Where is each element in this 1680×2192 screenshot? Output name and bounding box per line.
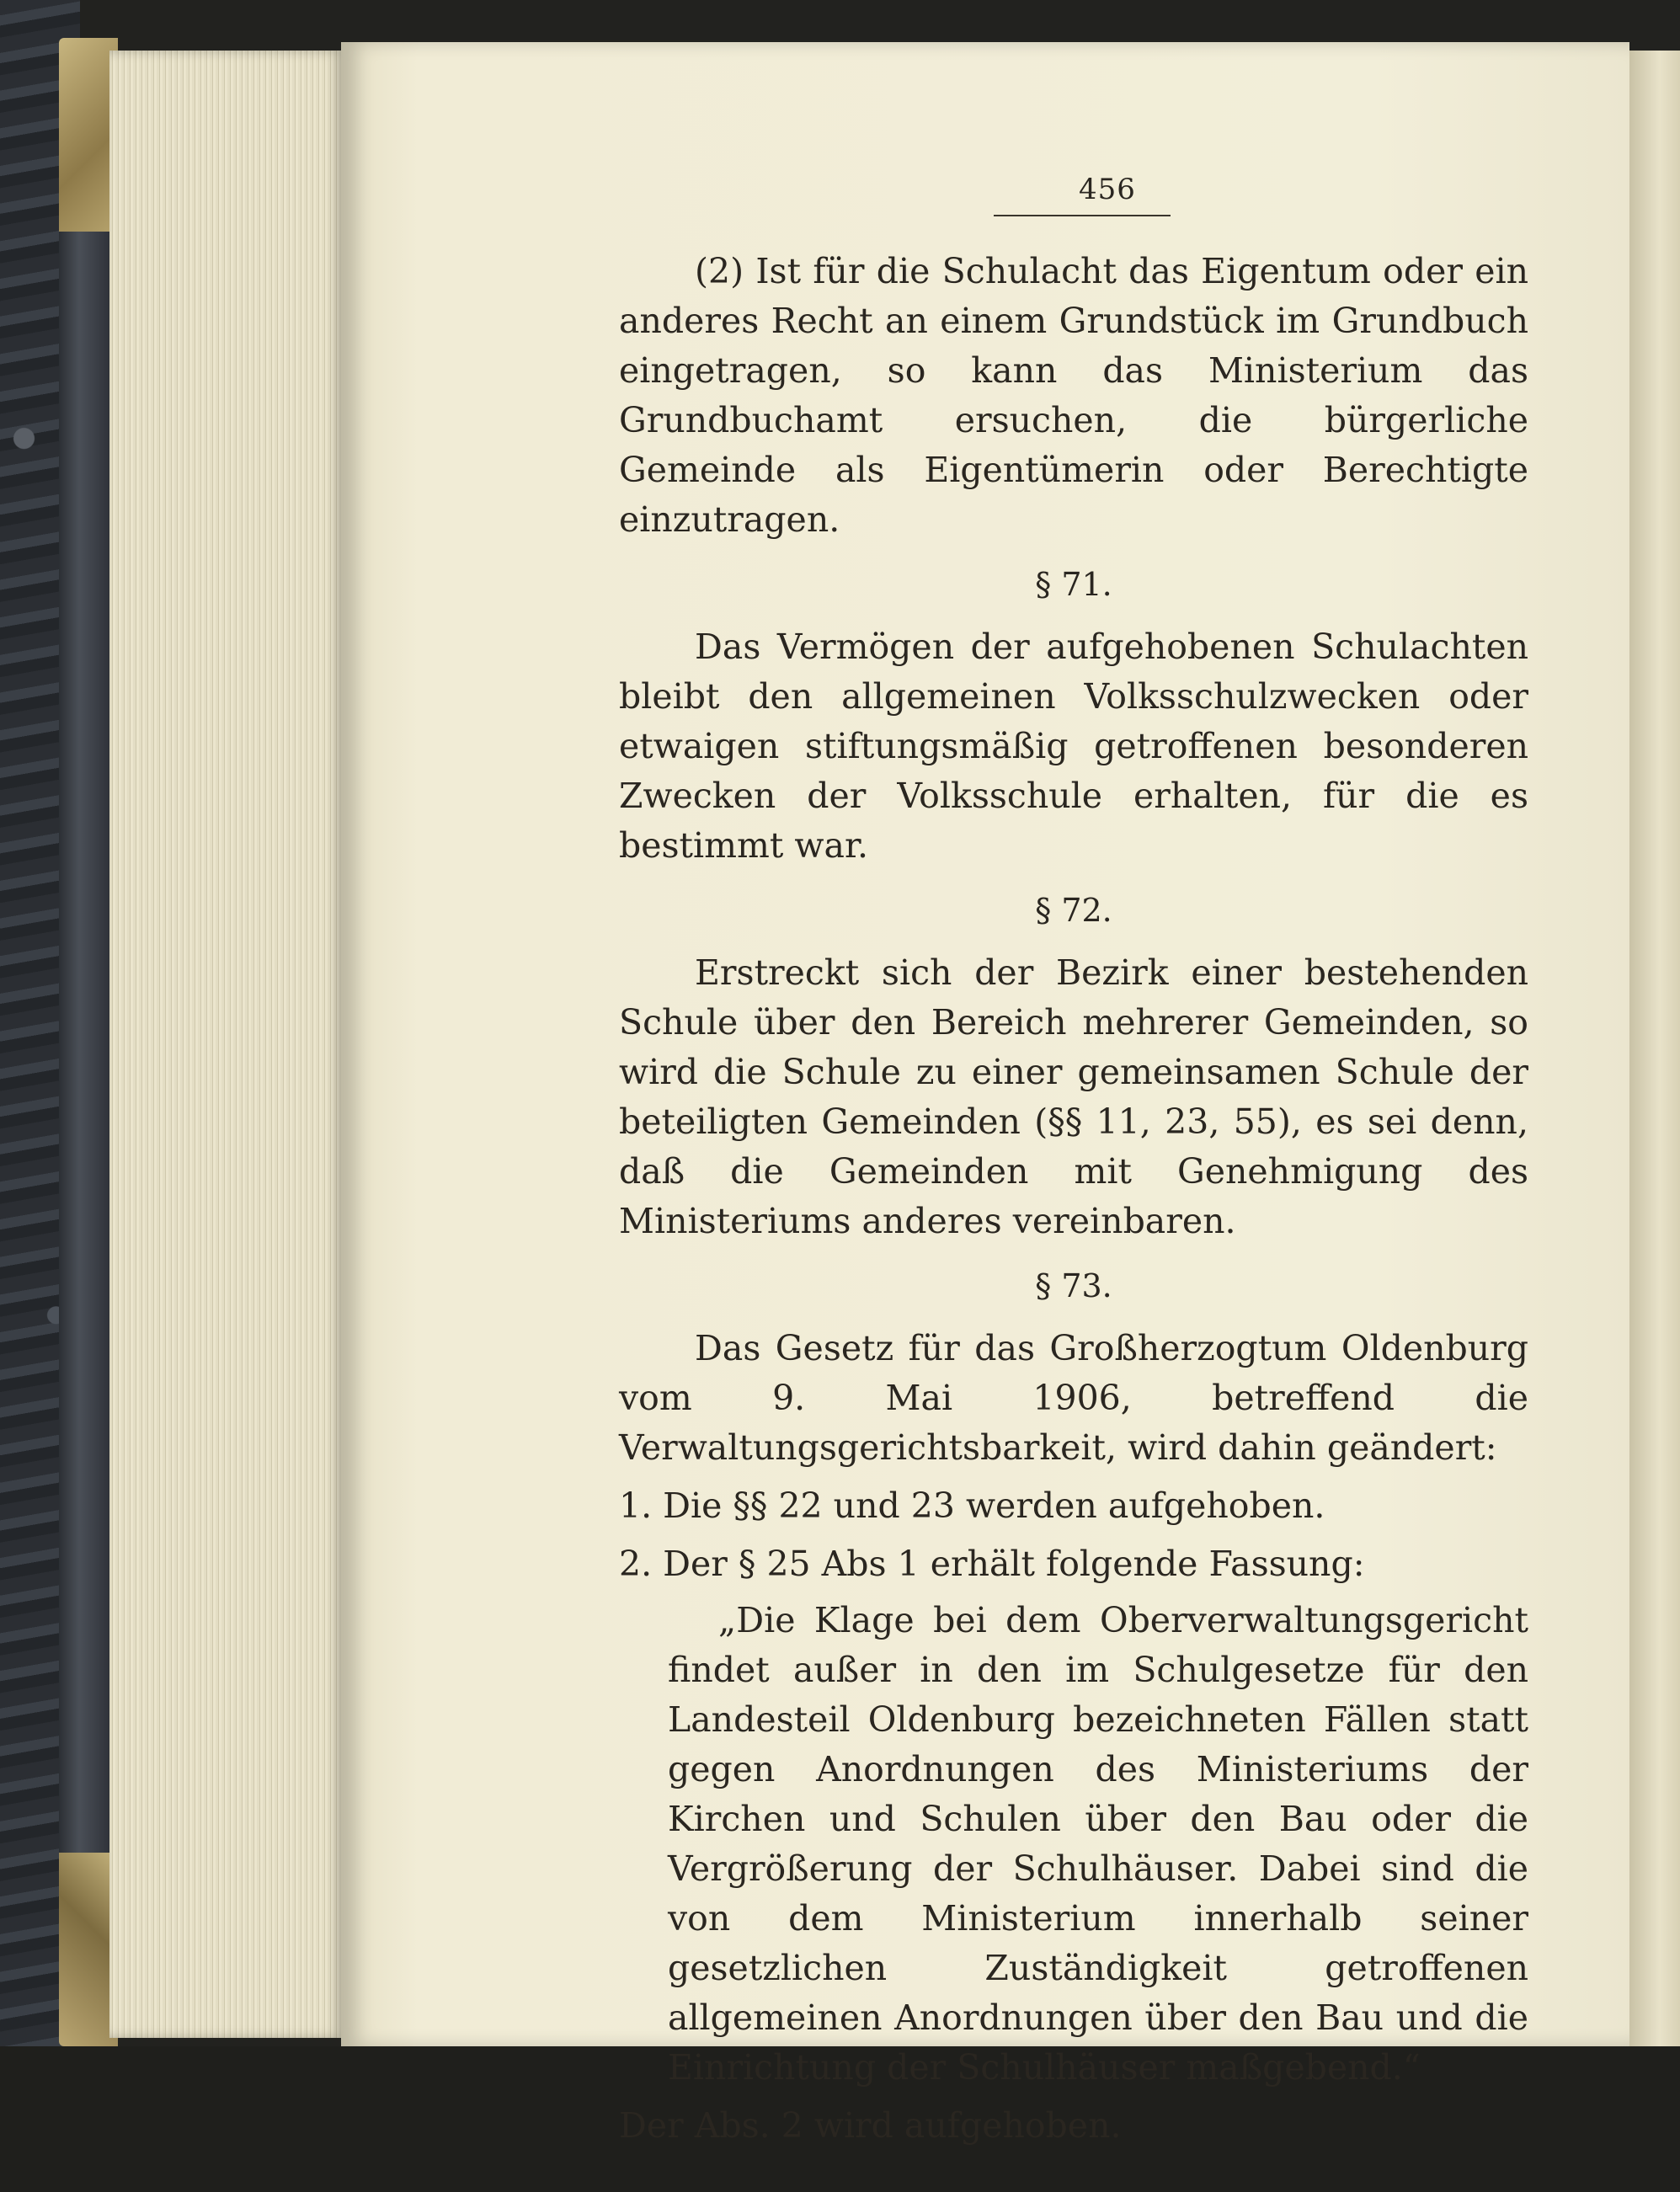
page-stack-edge bbox=[109, 51, 345, 2038]
section-heading-73: § 73. bbox=[1035, 1267, 1112, 1304]
paragraph-70-2: (2) Ist für die Schulacht das Eigentum oder ein anderes Recht an einem Grundstück im Grundbuch eingetragen, so kann das Ministerium das Grundbuchamt ersuchen, die bürgerliche Gemeinde als Eigentümerin oder Berechtigte einzutragen. bbox=[619, 251, 1528, 540]
paragraph-73: Das Gesetz für das Großherzogtum Oldenburg vom 9. Mai 1906, betreffend die Verwaltungsgerichtsbarkeit, wird dahin geändert: bbox=[619, 1328, 1528, 1468]
section-heading-71: § 71. bbox=[1035, 566, 1112, 603]
paragraph-72: Erstreckt sich der Bezirk einer bestehenden Schule über den Bereich mehrerer Gemeinden, so wird die Schule zu einer gemeinsamen Schule der beteiligten Gemeinden (§§ 11, 23, 55), es sei denn, daß die Gemeinden mit Genehmigung des Ministeriums anderes vereinbaren. bbox=[619, 952, 1528, 1241]
next-page-edge bbox=[1629, 51, 1680, 2046]
list-item-1: 1. Die §§ 22 und 23 werden aufgehoben. bbox=[619, 1485, 1325, 1526]
section-heading-72: § 72. bbox=[1035, 892, 1112, 929]
cover-board bbox=[59, 42, 109, 2038]
page-number: 456 bbox=[1079, 173, 1136, 206]
list-item-2: 2. Der § 25 Abs 1 erhält folgende Fassung: bbox=[619, 1544, 1365, 1584]
paragraph-71: Das Vermögen der aufgehobenen Schulachten bleibt den allgemeinen Volksschulzwecken oder etwaigen stiftungsmäßig getroffenen besonderen Zwecken der Volksschule erhalten, für die es bestimmt war. bbox=[619, 627, 1528, 866]
quoted-amendment: „Die Klage bei dem Oberverwaltungsgericht findet außer in den im Schulgesetze für den Landesteil Oldenburg bezeichneten Fällen statt gegen Anordnungen des Ministeriums der Kirchen und Schulen über den Bau oder die Vergrößerung der Schulhäuser. Dabei sind die von dem Ministerium innerhalb seiner gesetzlichen Zuständigkeit getroffenen allgemeinen Anordnungen über den Bau und die Einrichtung der Schulhäuser maßgebend.“ bbox=[668, 1600, 1528, 2088]
header-rule bbox=[994, 215, 1171, 216]
closing-line: Der Abs. 2 wird aufgehoben. bbox=[619, 2105, 1122, 2146]
page-content bbox=[619, 173, 1528, 2151]
